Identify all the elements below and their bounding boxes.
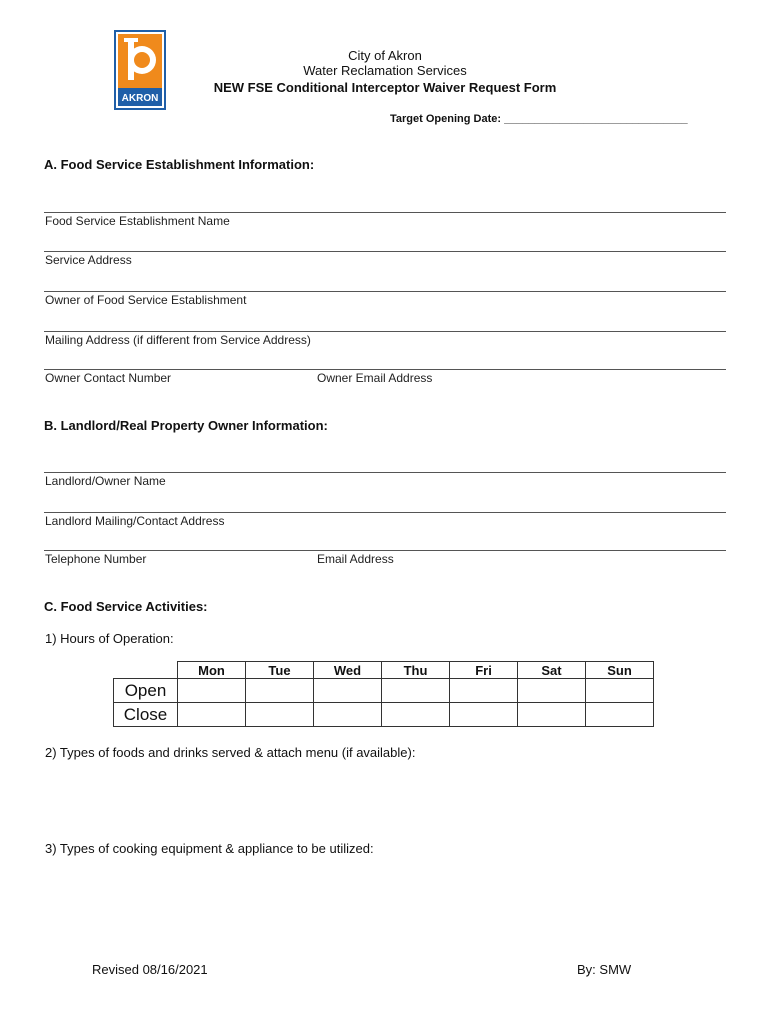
hours-header-row (114, 662, 654, 679)
landlord-name-label: Landlord/Owner Name (45, 474, 166, 488)
day-tue: Tue (246, 662, 314, 679)
open-wed-cell[interactable] (314, 679, 382, 703)
day-sat: Sat (518, 662, 586, 679)
landlord-address-line[interactable] (44, 512, 726, 513)
close-label: Close (114, 703, 178, 727)
day-mon: Mon (178, 662, 246, 679)
landlord-address-label: Landlord Mailing/Contact Address (45, 514, 225, 528)
close-fri-cell[interactable] (450, 703, 518, 727)
owner-contact-line[interactable] (44, 369, 726, 370)
open-row (114, 679, 654, 703)
open-mon-cell[interactable] (178, 679, 246, 703)
hours-question: 1) Hours of Operation: (45, 631, 174, 646)
target-opening-blank: ______________________________ (504, 113, 688, 125)
open-tue-cell[interactable] (246, 679, 314, 703)
close-sat-cell[interactable] (518, 703, 586, 727)
header-department: Water Reclamation Services (303, 63, 467, 78)
day-thu: Thu (382, 662, 450, 679)
close-tue-cell[interactable] (246, 703, 314, 727)
open-sat-cell[interactable] (518, 679, 586, 703)
mailing-address-line[interactable] (44, 331, 726, 332)
day-sun: Sun (586, 662, 654, 679)
owner-email-label: Owner Email Address (317, 371, 433, 385)
open-thu-cell[interactable] (382, 679, 450, 703)
hours-corner (114, 662, 178, 679)
hours-table (113, 661, 654, 727)
service-address-line[interactable] (44, 251, 726, 252)
open-sun-cell[interactable] (586, 679, 654, 703)
owner-label: Owner of Food Service Establishment (45, 293, 247, 307)
revised-date: Revised 08/16/2021 (92, 962, 208, 977)
section-b-title: B. Landlord/Real Property Owner Information: (44, 418, 328, 433)
service-address-label: Service Address (45, 253, 132, 267)
telephone-label: Telephone Number (45, 552, 147, 566)
form-title: NEW FSE Conditional Interceptor Waiver Request Form (213, 80, 557, 95)
landlord-name-line[interactable] (44, 472, 726, 473)
email-label: Email Address (317, 552, 394, 566)
fse-name-label: Food Service Establishment Name (45, 214, 230, 228)
day-wed: Wed (314, 662, 382, 679)
landlord-contact-line[interactable] (44, 550, 726, 551)
owner-line[interactable] (44, 291, 726, 292)
logo-text: AKRON (121, 93, 159, 104)
close-wed-cell[interactable] (314, 703, 382, 727)
close-sun-cell[interactable] (586, 703, 654, 727)
section-a-title: A. Food Service Establishment Information: (44, 157, 315, 172)
open-label: Open (114, 679, 178, 703)
close-mon-cell[interactable] (178, 703, 246, 727)
author: By: SMW (577, 962, 632, 977)
equipment-question: 3) Types of cooking equipment & appliance to be utilized: (45, 841, 374, 856)
owner-contact-label: Owner Contact Number (45, 371, 172, 385)
header-city: City of Akron (348, 48, 422, 63)
target-opening-label: Target Opening Date: (390, 113, 502, 125)
open-fri-cell[interactable] (450, 679, 518, 703)
target-opening-date[interactable] (390, 113, 688, 125)
close-row (114, 703, 654, 727)
section-c-title: C. Food Service Activities: (44, 599, 208, 614)
fse-name-line[interactable] (44, 212, 726, 213)
close-thu-cell[interactable] (382, 703, 450, 727)
day-fri: Fri (450, 662, 518, 679)
mailing-address-label: Mailing Address (if different from Service Address) (45, 333, 311, 347)
foods-question: 2) Types of foods and drinks served & attach menu (if available): (45, 745, 416, 760)
